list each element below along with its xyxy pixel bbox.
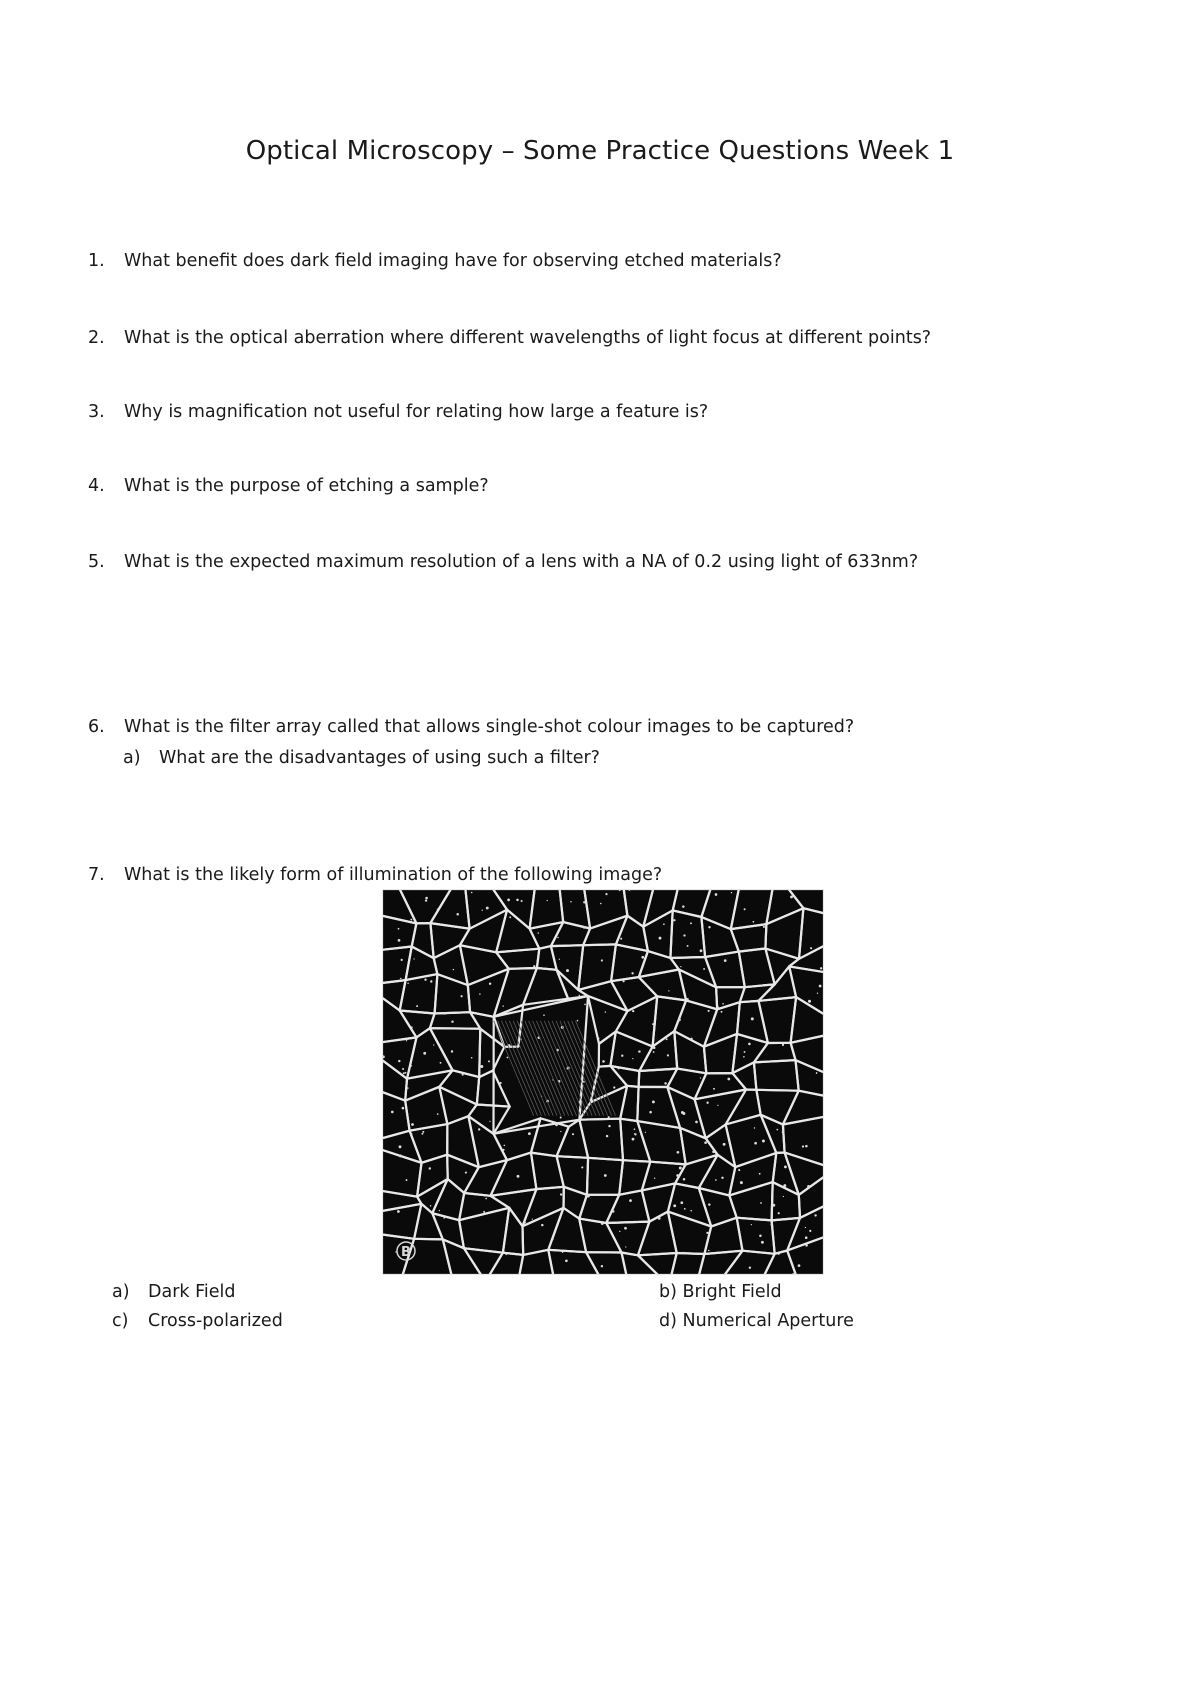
speckle (406, 1179, 408, 1181)
speckle (400, 978, 402, 980)
speckle (770, 1224, 772, 1226)
speckle (421, 1133, 423, 1135)
speckle (606, 1135, 608, 1137)
speckle (462, 1074, 464, 1076)
speckle (413, 958, 414, 959)
option-a (112, 1281, 235, 1303)
speckle (684, 1208, 686, 1210)
speckle (581, 1166, 583, 1168)
speckle (724, 959, 727, 962)
speckle (819, 985, 822, 988)
speckle (405, 1072, 407, 1074)
option-d (659, 1310, 854, 1332)
speckle (783, 1184, 786, 1187)
speckle (448, 1265, 450, 1267)
speckle (407, 1087, 408, 1088)
speckle (715, 1179, 717, 1181)
speckle (507, 899, 510, 902)
speckle (605, 893, 607, 895)
speckle (754, 1142, 757, 1145)
speckle (664, 1082, 667, 1085)
speckle (488, 1060, 490, 1062)
speckle (638, 1050, 640, 1052)
micrograph-image (382, 889, 824, 1275)
speckle (754, 1127, 755, 1128)
speckle (485, 1198, 487, 1200)
speckle (456, 913, 459, 916)
speckle (465, 1172, 467, 1174)
speckle (604, 1174, 607, 1177)
speckle (411, 1026, 413, 1028)
speckle (678, 1018, 681, 1021)
speckle (560, 1117, 562, 1119)
speckle (700, 1077, 701, 1078)
speckle (505, 1254, 506, 1255)
speckle (807, 1185, 810, 1188)
speckle (397, 1210, 400, 1213)
question-text: What is the optical aberration where different wavelengths of light focus at different points? (124, 328, 932, 348)
speckle (681, 1111, 684, 1114)
speckle (683, 1178, 686, 1181)
speckle (703, 968, 705, 970)
question-number: 1. (88, 251, 105, 271)
speckle (583, 1081, 585, 1083)
speckle (517, 1175, 520, 1178)
speckle (451, 1050, 453, 1052)
speckle (740, 1181, 743, 1184)
speckle (541, 1224, 543, 1226)
speckle (565, 1259, 568, 1262)
speckle (802, 1145, 804, 1147)
speckle (621, 1055, 623, 1057)
option-text: Numerical Aperture (682, 1311, 854, 1331)
speckle (601, 1222, 604, 1225)
speckle (479, 1027, 481, 1029)
option-letter: a) (112, 1282, 130, 1302)
speckle (502, 1005, 503, 1006)
speckle (740, 968, 742, 970)
speckle (749, 1267, 751, 1269)
speckle (652, 890, 654, 892)
speckle (537, 932, 539, 934)
speckle (600, 903, 602, 905)
speckle (713, 1088, 715, 1090)
option-text: Bright Field (682, 1282, 782, 1302)
option-text: Dark Field (148, 1282, 236, 1302)
question-1 (88, 250, 782, 272)
speckle (601, 959, 603, 961)
speckle (444, 1013, 446, 1015)
speckle (805, 1227, 806, 1228)
speckle (562, 1251, 563, 1252)
question-number: 2. (88, 328, 105, 348)
speckle (552, 1238, 554, 1240)
speckle (817, 993, 818, 994)
speckle (583, 926, 586, 929)
speckle (721, 1011, 723, 1013)
question-5 (88, 551, 918, 573)
speckle (624, 1227, 627, 1230)
speckle (641, 956, 644, 959)
option-letter: d) (659, 1311, 677, 1331)
speckle (416, 1005, 418, 1007)
speckle (399, 1145, 402, 1148)
speckle (680, 1132, 681, 1133)
speckle (717, 1006, 719, 1008)
speckle (790, 895, 793, 898)
grain-structure-graphic (382, 889, 824, 1275)
speckle (602, 1060, 605, 1063)
speckle (679, 1167, 682, 1170)
speckle (759, 1235, 762, 1238)
speckle (666, 1038, 668, 1040)
speckle (532, 1218, 533, 1219)
speckle (722, 1003, 724, 1005)
speckle (808, 1000, 811, 1003)
speckle (479, 993, 480, 994)
speckle (784, 1166, 787, 1169)
speckle (521, 900, 523, 902)
speckle (667, 1054, 669, 1056)
option-c (112, 1310, 283, 1332)
speckle (480, 1065, 483, 1068)
figure-label: B (401, 1245, 411, 1260)
speckle (690, 1038, 692, 1040)
speckle (411, 1133, 413, 1135)
speckle (690, 1210, 692, 1212)
speckle (659, 937, 662, 940)
speckle (533, 965, 535, 967)
speckle (507, 1057, 509, 1059)
sub-question-number: a) (123, 748, 141, 768)
speckle (560, 1193, 562, 1195)
question-number: 5. (88, 552, 105, 572)
speckle (437, 1113, 439, 1115)
speckle (708, 926, 710, 928)
speckle (668, 990, 669, 991)
speckle (751, 1224, 752, 1225)
speckle (559, 959, 560, 960)
speckle (543, 1014, 545, 1016)
question-6 (88, 716, 854, 738)
speckle (426, 954, 428, 956)
speckle (761, 1241, 764, 1244)
speckle (682, 905, 684, 907)
speckle (605, 1011, 606, 1012)
speckle (721, 1177, 723, 1179)
speckle (632, 1010, 634, 1012)
question-4 (88, 475, 489, 497)
speckle (706, 1102, 708, 1104)
option-b (659, 1281, 782, 1303)
speckle (471, 1057, 473, 1059)
speckle (658, 1217, 661, 1220)
speckle (453, 969, 454, 970)
speckle (683, 934, 685, 936)
speckle (631, 972, 633, 974)
speckle (424, 979, 426, 981)
speckle (430, 980, 432, 982)
question-text: What is the expected maximum resolution of a lens with a NA of 0.2 using light of 633nm? (124, 552, 919, 572)
speckle (489, 1121, 490, 1122)
question-number: 3. (88, 402, 105, 422)
speckle (547, 900, 548, 901)
speckle (820, 967, 822, 969)
speckle (751, 1017, 754, 1020)
speckle (403, 1072, 405, 1074)
speckle (528, 1132, 531, 1135)
speckle (782, 1131, 784, 1133)
speckle (398, 928, 400, 930)
speckle (577, 1020, 579, 1022)
speckle (727, 1078, 730, 1081)
speckle (717, 1105, 718, 1106)
speckle (805, 1244, 807, 1246)
question-3 (88, 401, 708, 423)
speckle (425, 897, 428, 900)
speckle (695, 1121, 698, 1124)
speckle (471, 892, 473, 894)
speckle (410, 919, 412, 921)
speckle (619, 889, 621, 891)
speckle (676, 1174, 679, 1177)
speckle (634, 1128, 636, 1130)
speckle (425, 899, 427, 901)
speckle (816, 1072, 818, 1074)
speckle (423, 1052, 426, 1055)
speckle (663, 923, 665, 925)
speckle (708, 1010, 710, 1012)
option-text: Cross-polarized (148, 1311, 283, 1331)
speckle (437, 909, 438, 910)
page-title: Optical Microscopy – Some Practice Questions Week 1 (245, 136, 955, 166)
speckle (398, 1060, 400, 1062)
question-number: 4. (88, 476, 105, 496)
speckle (690, 922, 692, 924)
speckle (430, 1205, 431, 1206)
speckle (433, 1044, 434, 1045)
question-text: Why is magnification not useful for relating how large a feature is? (124, 402, 709, 422)
speckle (407, 982, 409, 984)
speckle (680, 966, 681, 967)
speckle (411, 1065, 412, 1066)
speckle (700, 949, 703, 952)
speckle (810, 947, 812, 949)
speckle (632, 1058, 633, 1059)
speckle (583, 901, 585, 903)
question-text: What is the likely form of illumination of the following image? (124, 865, 663, 885)
speckle (554, 964, 555, 965)
speckle (395, 947, 397, 949)
speckle (482, 910, 483, 911)
speckle (654, 1178, 655, 1179)
speckle (406, 1040, 407, 1041)
speckle (566, 969, 569, 972)
speckle (652, 1100, 655, 1103)
speckle (687, 945, 689, 947)
speckle (744, 1051, 746, 1053)
speckle (783, 1196, 784, 1197)
speckle (489, 982, 491, 984)
speckle (760, 1202, 762, 1204)
speckle (748, 1043, 751, 1046)
speckle (805, 1145, 808, 1148)
speckle (579, 995, 580, 996)
speckle (814, 1214, 816, 1216)
speckle (629, 1199, 632, 1202)
speckle (632, 1138, 635, 1141)
question-7 (88, 864, 662, 886)
speckle (398, 939, 401, 942)
speckle (560, 1131, 561, 1132)
speckle (706, 1232, 708, 1234)
speckle (429, 1167, 431, 1169)
speckle (677, 1151, 680, 1154)
speckle (625, 1246, 626, 1247)
speckle (440, 1062, 442, 1064)
speckle (778, 1212, 780, 1214)
question-2 (88, 327, 931, 349)
speckle (399, 1154, 402, 1157)
speckle (572, 1133, 574, 1135)
question-number: 7. (88, 865, 105, 885)
question-number: 6. (88, 717, 105, 737)
speckle (704, 1141, 707, 1144)
speckle (634, 1133, 635, 1134)
speckle (798, 1264, 801, 1267)
speckle (620, 938, 622, 940)
speckle (608, 1125, 610, 1127)
speckle (762, 1140, 765, 1143)
speckle (601, 1265, 603, 1267)
speckle (587, 1195, 590, 1198)
speckle (391, 1111, 394, 1114)
question-6-sub-a (123, 747, 600, 769)
speckle (708, 1203, 710, 1205)
sub-question-text: What are the disadvantages of using such a filter? (159, 748, 600, 768)
speckle (653, 1046, 656, 1049)
speckle (402, 1107, 405, 1110)
speckle (461, 995, 463, 997)
speckle (649, 1111, 652, 1114)
speckle (652, 1023, 654, 1025)
speckle (617, 1067, 619, 1069)
speckle (422, 1131, 424, 1133)
speckle (744, 908, 746, 910)
option-letter: b) (659, 1282, 677, 1302)
speckle (712, 1150, 715, 1153)
speckle (623, 980, 625, 982)
speckle (516, 899, 519, 902)
speckle (673, 919, 675, 921)
speckle (723, 1143, 726, 1146)
speckle (382, 1055, 385, 1058)
question-text: What is the filter array called that allows single-shot colour images to be captured? (124, 717, 855, 737)
speckle (772, 1204, 775, 1207)
speckle (486, 907, 489, 910)
speckle (731, 892, 732, 893)
speckle (763, 926, 765, 928)
speckle (451, 1020, 453, 1022)
speckle (673, 1204, 676, 1207)
speckle (653, 1051, 655, 1053)
speckle (759, 1173, 761, 1175)
speckle (401, 959, 403, 961)
speckle (598, 1038, 599, 1039)
speckle (738, 1169, 740, 1171)
speckle (555, 1124, 558, 1127)
speckle (682, 1252, 684, 1254)
speckle (500, 1082, 502, 1084)
speckle (584, 1037, 586, 1039)
speckle (778, 1253, 780, 1255)
speckle (483, 1211, 485, 1213)
speckle (411, 1123, 414, 1126)
speckle (809, 1230, 811, 1232)
speckle (613, 1086, 615, 1088)
speckle (503, 1149, 505, 1151)
speckle (782, 1044, 784, 1046)
speckle (509, 916, 511, 918)
speckle (525, 1222, 527, 1224)
question-text: What benefit does dark field imaging have for observing etched materials? (124, 251, 782, 271)
speckle (776, 1129, 778, 1131)
speckle (686, 998, 688, 1000)
speckle (602, 982, 604, 984)
speckle (439, 1210, 440, 1211)
speckle (570, 901, 572, 903)
speckle (708, 1250, 710, 1252)
question-text: What is the purpose of etching a sample? (124, 476, 489, 496)
speckle (805, 1236, 808, 1239)
speckle (645, 1132, 646, 1133)
speckle (753, 921, 755, 923)
speckle (612, 1210, 614, 1212)
speckle (557, 937, 558, 938)
speckle (402, 1068, 404, 1070)
speckle (619, 1231, 620, 1232)
speckle (478, 1128, 480, 1130)
option-letter: c) (112, 1311, 129, 1331)
speckle (443, 1217, 445, 1219)
speckle (608, 1116, 610, 1118)
speckle (743, 1056, 745, 1058)
speckle (504, 1145, 506, 1147)
speckle (680, 1201, 683, 1204)
speckle (584, 1004, 586, 1006)
speckle (715, 893, 718, 896)
